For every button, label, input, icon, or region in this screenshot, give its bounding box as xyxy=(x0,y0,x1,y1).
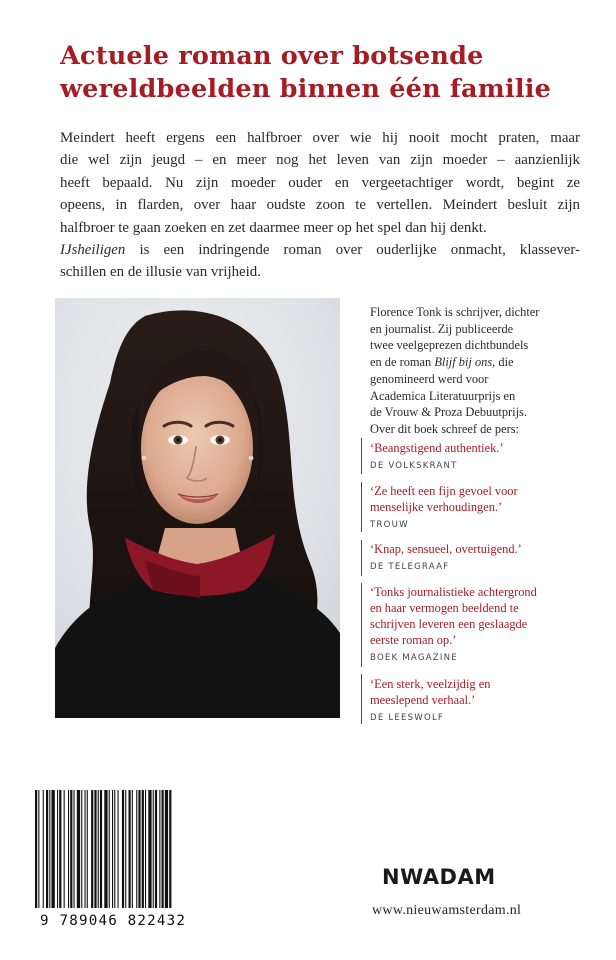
bio-line-4-post: , die xyxy=(492,355,514,370)
barcode-bar xyxy=(125,790,126,908)
bio-line-1: Florence Tonk is schrijver, dichter xyxy=(370,305,540,319)
press-quote xyxy=(370,541,600,575)
press-quote xyxy=(370,676,600,726)
author-photo xyxy=(55,298,340,718)
quote-source: DE VOLKSKRANT xyxy=(370,461,458,471)
quote-line: meeslepend verhaal.’ xyxy=(370,693,476,707)
quote-rule xyxy=(361,438,362,474)
quote-rule xyxy=(361,482,362,532)
barcode-bar xyxy=(85,790,86,908)
barcode-bar xyxy=(43,790,44,908)
quote-line: eerste roman op.’ xyxy=(370,633,457,647)
quote-line: ‘Tonks journalistieke achtergrond xyxy=(370,585,537,599)
barcode-bar xyxy=(155,790,157,908)
blurb-line-5: halfbroer te gaan zoeken en zet daarmee meer op het spel dan hij denkt. xyxy=(60,219,487,236)
barcode-bar xyxy=(162,790,164,908)
bio-line-6: Academica Literatuurprijs en xyxy=(370,388,516,403)
bio-line-2: en journalist. Zij publiceerde xyxy=(370,321,514,336)
barcode-bar xyxy=(49,790,50,908)
author-portrait-image xyxy=(55,298,340,718)
barcode-bar xyxy=(64,790,65,908)
blurb-line-7: schillen en de illusie van vrijheid. xyxy=(60,264,261,281)
barcode-bar xyxy=(91,790,93,908)
barcode-bar xyxy=(46,790,48,908)
quote-source: DE LEESWOLF xyxy=(370,713,445,723)
barcode-bar xyxy=(68,790,69,908)
barcode-bar xyxy=(38,790,39,908)
blurb-line-2: die wel zijn jeugd – en meer nog het leven van zijn moeder – aanzienlijk xyxy=(60,152,580,169)
quote-rule xyxy=(361,674,362,724)
barcode-bar xyxy=(118,790,119,908)
barcode-bar xyxy=(136,790,137,908)
quote-source: BOEK MAGAZINE xyxy=(370,653,458,663)
bio-line-3: twee veelgeprezen dichtbundels xyxy=(370,338,529,353)
barcode-bar xyxy=(100,790,102,908)
barcode-bar xyxy=(132,790,133,908)
barcode-bar xyxy=(142,790,144,908)
quote-rule xyxy=(361,540,362,576)
blurb-line-3: heeft bepaald. Nu zijn moeder ouder en vergeetachtiger wordt, begint ze xyxy=(60,174,580,191)
barcode-bar xyxy=(70,790,72,908)
blurb xyxy=(60,127,580,284)
quote-rule xyxy=(361,583,362,667)
barcode xyxy=(35,790,205,908)
bio-line-7: de Vrouw & Proza Debuutprijs. xyxy=(370,405,527,420)
barcode-bar xyxy=(165,790,168,908)
headline-line-1: Actuele roman over botsende xyxy=(60,41,484,71)
barcode-bar xyxy=(87,790,88,908)
barcode-bar xyxy=(57,790,58,908)
quote-line: schrijven leveren een geslaagde xyxy=(370,617,528,631)
blurb-line-6-rest: is een indringende roman over ouderlijke onmacht, klassever- xyxy=(125,242,580,259)
barcode-bar xyxy=(153,790,154,908)
barcode-bar xyxy=(52,790,55,908)
barcode-bar xyxy=(81,790,82,908)
bio-line-8: Over dit boek schreef de pers: xyxy=(370,421,519,436)
barcode-bar xyxy=(145,790,146,908)
press-quote xyxy=(370,483,600,533)
quote-source: TROUW xyxy=(370,520,409,530)
barcode-bar xyxy=(104,790,107,908)
bio-line-5: genomineerd werd voor xyxy=(370,371,489,386)
blurb-line-1: Meindert heeft ergens een halfbroer over wie hij nooit mocht praten, maar xyxy=(60,130,580,146)
barcode-bar xyxy=(94,790,96,908)
isbn-number: 9 789046 822432 xyxy=(40,913,187,929)
quote-line: en haar vermogen beeldend te xyxy=(370,601,519,615)
headline xyxy=(60,40,580,106)
barcode-bar xyxy=(35,790,37,908)
headline-line-2: wereldbeelden binnen één familie xyxy=(60,74,552,104)
publisher-url: www.nieuwamsterdam.nl xyxy=(372,903,522,918)
blurb-line-6 xyxy=(60,239,580,261)
bio-line-4 xyxy=(370,354,595,371)
barcode-bar xyxy=(159,790,160,908)
barcode-bar xyxy=(129,790,131,908)
barcode-bar xyxy=(77,790,80,908)
press-quote xyxy=(370,440,600,474)
barcode-bar xyxy=(148,790,151,908)
barcode-bar xyxy=(59,790,61,908)
book-title: IJsheiligen xyxy=(60,242,126,259)
quote-line: ‘Beangstigend authentiek.’ xyxy=(370,441,504,455)
barcode-bar xyxy=(109,790,110,908)
barcode-bar xyxy=(98,790,99,908)
previous-book-title: Blijf bij ons xyxy=(434,355,493,370)
barcode-bar xyxy=(74,790,75,908)
barcode-bar xyxy=(114,790,115,908)
quote-line: ‘Een sterk, veelzijdig en xyxy=(370,677,491,691)
author-bio xyxy=(370,304,595,438)
press-quote xyxy=(370,584,600,666)
bio-line-4-pre: en de roman xyxy=(370,355,435,370)
quote-line: ‘Knap, sensueel, overtuigend.’ xyxy=(370,542,522,556)
barcode-bar xyxy=(138,790,140,908)
quote-source: DE TELEGRAAF xyxy=(370,562,450,572)
publisher-logo: NWADAM xyxy=(382,865,496,889)
blurb-line-4: opeens, in flarden, over haar oudste zoon te vertellen. Meindert besluit zijn xyxy=(60,197,580,214)
barcode-bar xyxy=(112,790,113,908)
quote-line: menselijke verhoudingen.’ xyxy=(370,500,503,514)
barcode-bar xyxy=(169,790,171,908)
quote-line: ‘Ze heeft een fijn gevoel voor xyxy=(370,484,518,498)
barcode-bar xyxy=(122,790,124,908)
